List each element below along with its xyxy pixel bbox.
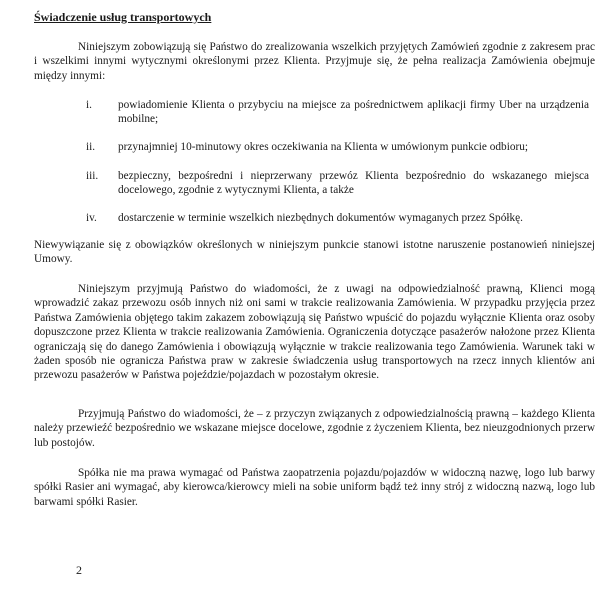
list-text: bezpieczny, bezpośredni i nieprzerwany przewóz Klienta bezpośrednio do wskazanego miejsca docelowego, zgodnie z wytycznymi Klienta, a także bbox=[118, 170, 589, 197]
section-heading: Świadczenie usług transportowych bbox=[34, 10, 212, 24]
direct-transport-text: Przyjmują Państwo do wiadomości, że – z przyczyn związanych z odpowiedzialnością prawną – każdego Klienta należy przewieźć bezpośrednio we wskazane miejsce docelowe, zgodnie z życzeniem Klienta, bez nieuzgodnionych przerw lub postojów. bbox=[34, 408, 595, 449]
responsibility-paragraph bbox=[34, 282, 595, 383]
list-number: iv. bbox=[86, 212, 97, 224]
intro-text: Niniejszym zobowiązują się Państwo do zrealizowania wszelkich przyjętych Zamówień zgodnie z zakresem prac i wszelkimi innymi wytycznymi określonymi przez Klienta. Przyjmuje się, że pełna realizacja Zamówienia obejmuje między innymi: bbox=[34, 41, 595, 82]
page-number: 2 bbox=[76, 563, 82, 577]
list-text: dostarczenie w terminie wszelkich niezbędnych dokumentów wymaganych przez Spółkę. bbox=[118, 212, 523, 224]
list-text: przynajmniej 10-minutowy okres oczekiwania na Klienta w umówionym punkcie odbioru; bbox=[118, 141, 529, 153]
list-number: ii. bbox=[86, 141, 96, 153]
breach-paragraph: Niewywiązanie się z obowiązków określonych w niniejszym punkcie stanowi istotne naruszenie postanowień niniejszej Umowy. bbox=[34, 239, 595, 266]
list-number: iii. bbox=[86, 170, 99, 182]
branding-paragraph bbox=[34, 466, 595, 509]
branding-text: Spółka nie ma prawa wymagać od Państwa zaopatrzenia pojazdu/pojazdów w widoczną nazwę, logo lub barwy spółki Rasier ani wymagać, aby kierowca/kierowcy mieli na sobie uniform bądź też inny strój z widoczną nazwą, logo lub barwami spółki Rasier. bbox=[34, 467, 595, 508]
responsibility-text: Niniejszym przyjmują Państwo do wiadomości, że z uwagi na odpowiedzialność prawną, Klienci mogą wprowadzić zakaz przewozu osób innych niż oni sami w trakcie realizowania Zamówienia. W przypadku przyjęcia przez Państwa Zamówienia objętego takim zakazem zobowiązują się Państwo wpuścić do pojazdu wyłącznie Klienta oraz osoby dopuszczone przez Klienta w trakcie realizowania Zamówienia. Ograniczenia dotyczące pasażerów nałożone przez Klienta ograniczają się do danego Zamówienia i obowiązują wyłącznie w trakcie realizowania tego Zamówienia. Warunek taki w żaden sposób nie ogranicza Państwa praw w zakresie świadczenia usług transportowych na rzecz innych klientów ani przewozu pasażerów w Państwa pojeździe/pojazdach w pozostałym okresie. bbox=[34, 283, 595, 382]
list-number: i. bbox=[86, 99, 92, 111]
intro-paragraph bbox=[34, 40, 595, 83]
direct-transport-paragraph bbox=[34, 407, 595, 450]
list-text: powiadomienie Klienta o przybyciu na miejsce za pośrednictwem aplikacji firmy Uber na urządzenia mobilne; bbox=[118, 99, 589, 126]
